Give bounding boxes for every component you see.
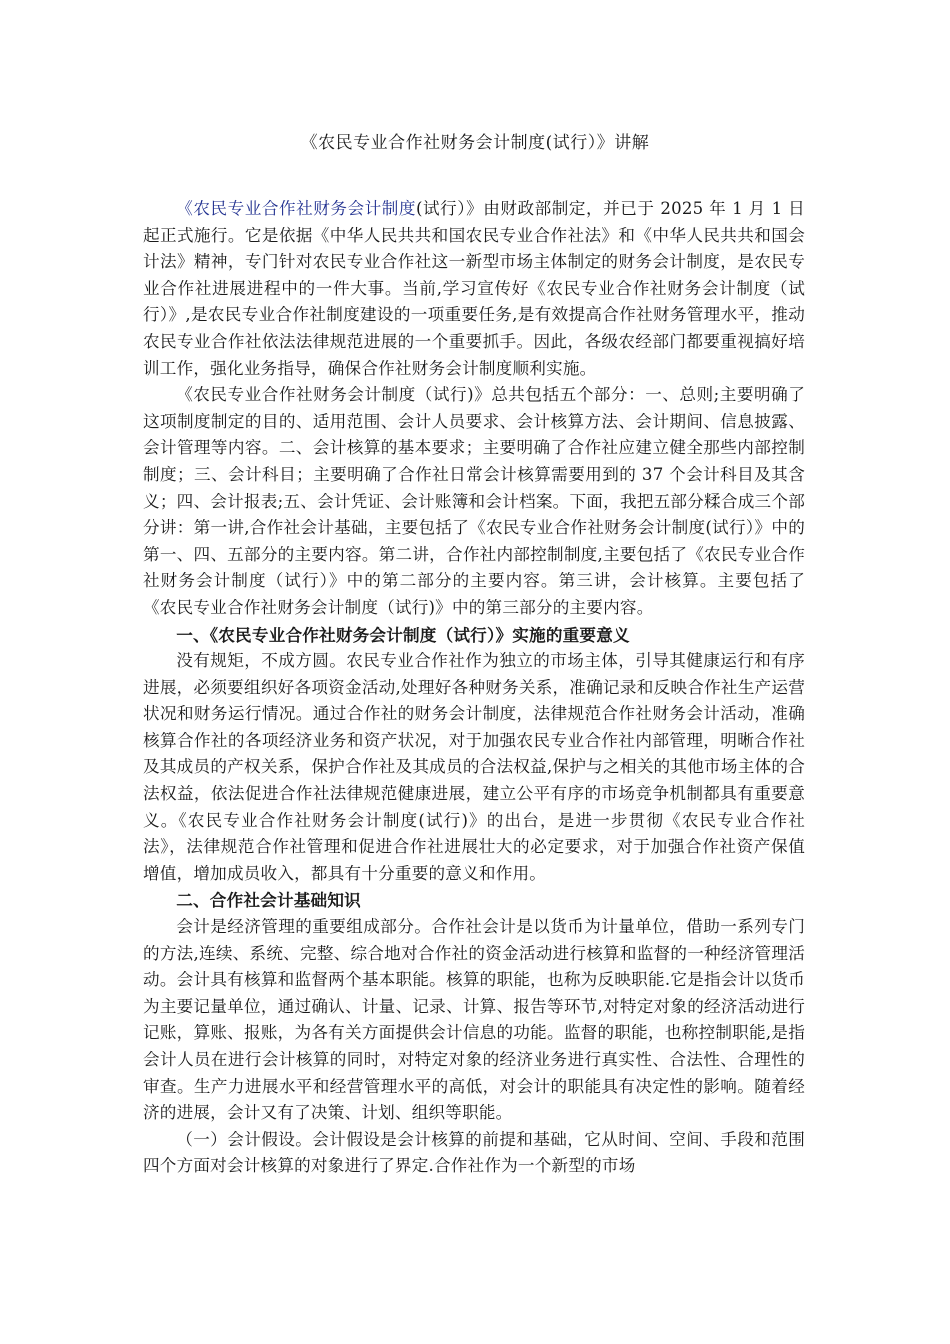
overview-paragraph: 《农民专业合作社财务会计制度（试行)》总共包括五个部分：一、总则;主要明确了这项制度制定的目的、适用范围、会计人员要求、会计核算方法、会计期间、信息披露、会计管理等内容。二、会计核算的基本要求；主要明确了合作社应建立健全那些内部控制制度；三、会计科目；主要明确了合作社日常会计核算需要用到的 37 个会计科目及其含义；四、会计报表;五、会计凭证、会计账簿和会计档案。下面，我把五部分糅合成三个部分讲：第一讲,合作社会计基础，主要包括了《农民专业合作社财务会计制度(试行）》中的第一、四、五部分的主要内容。第二讲，合作社内部控制制度,主要包括了《农民专业合作社财务会计制度（试行）》中的第二部分的主要内容。第三讲，会计核算。主要包括了《农民专业合作社财务会计制度（试行)》中的第三部分的主要内容。 [143, 385, 805, 617]
document-title: 《农民专业合作社财务会计制度(试行）》讲解 [300, 133, 650, 153]
intro-text: (试行）》由财政部制定，并已于 2025 年 1 月 1 日起正式施行。它是依据《中华人民共共和国农民专业合作社法》和《中华人民共共和国会计法》精神，专门针对农民专业合作社这一新型市场主体制定的财务会计制度，是农民专业合作社进展进程中的一件大事。当前,学习宣传好《农民专业合作社财务会计制度（试行）》,是农民专业合作社制度建设的一项重要任务,是有效提高合作社财务管理水平，推动农民专业合作社依法法律规范进展的一个重要抓手。因此，各级农经部门都要重视搞好培训工作，强化业务指导，确保合作社财务会计制度顺利实施。 [143, 199, 805, 378]
document-body [143, 196, 805, 1180]
section-heading-1: 一、《农民专业合作社财务会计制度（试行）》实施的重要意义 [176, 624, 630, 645]
section-heading-2: 二、合作社会计基础知识 [176, 890, 361, 911]
significance-paragraph: 没有规矩，不成方圆。农民专业合作社作为独立的市场主体，引导其健康运行和有序进展，必须要组织好各项资金活动,处理好各种财务关系，准确记录和反映合作社生产运营状况和财务运行情况。通过合作社的财务会计制度，法律规范合作社财务会计活动，准确核算合作社的各项经济业务和资产状况，对于加强农民专业合作社内部管理，明晰合作社及其成员的产权关系，保护合作社及其成员的合法权益,保护与之相关的其他市场主体的合法权益，依法促进合作社法律规范健康进展，建立公平有序的市场竞争机制都具有重要意义。《农民专业合作社财务会计制度(试行)》的出台，是进一步贯彻《农民专业合作社法》，法律规范合作社管理和促进合作社进展壮大的必定要求，对于加强合作社资产保值增值，增加成员收入，都具有十分重要的意义和作用。 [143, 651, 805, 883]
accounting-basics-paragraph: 会计是经济管理的重要组成部分。合作社会计是以货币为计量单位，借助一系列专门的方法,连续、系统、完整、综合地对合作社的资金活动进行核算和监督的一种经济管理活动。会计具有核算和监督两个基本职能。核算的职能，也称为反映职能.它是指会计以货币为主要记量单位，通过确认、计量、记录、计算、报告等环节,对特定对象的经济活动进行记账，算账、报账，为各有关方面提供会计信息的功能。监督的职能，也称控制职能,是指会计人员在进行会计核算的同时，对特定对象的经济业务进行真实性、合法性、合理性的审查。生产力进展水平和经营管理水平的高低，对会计的职能具有决定性的影响。随着经济的进展，会计又有了决策、计划、组织等职能。 [143, 917, 805, 1123]
intro-paragraph [143, 196, 805, 382]
intro-link[interactable]: 《农民专业合作社财务会计制度 [176, 199, 416, 218]
accounting-assumption-paragraph: （一）会计假设。会计假设是会计核算的前提和基础，它从时间、空间、手段和范围四个方面对会计核算的对象进行了界定.合作社作为一个新型的市场 [143, 1129, 805, 1176]
